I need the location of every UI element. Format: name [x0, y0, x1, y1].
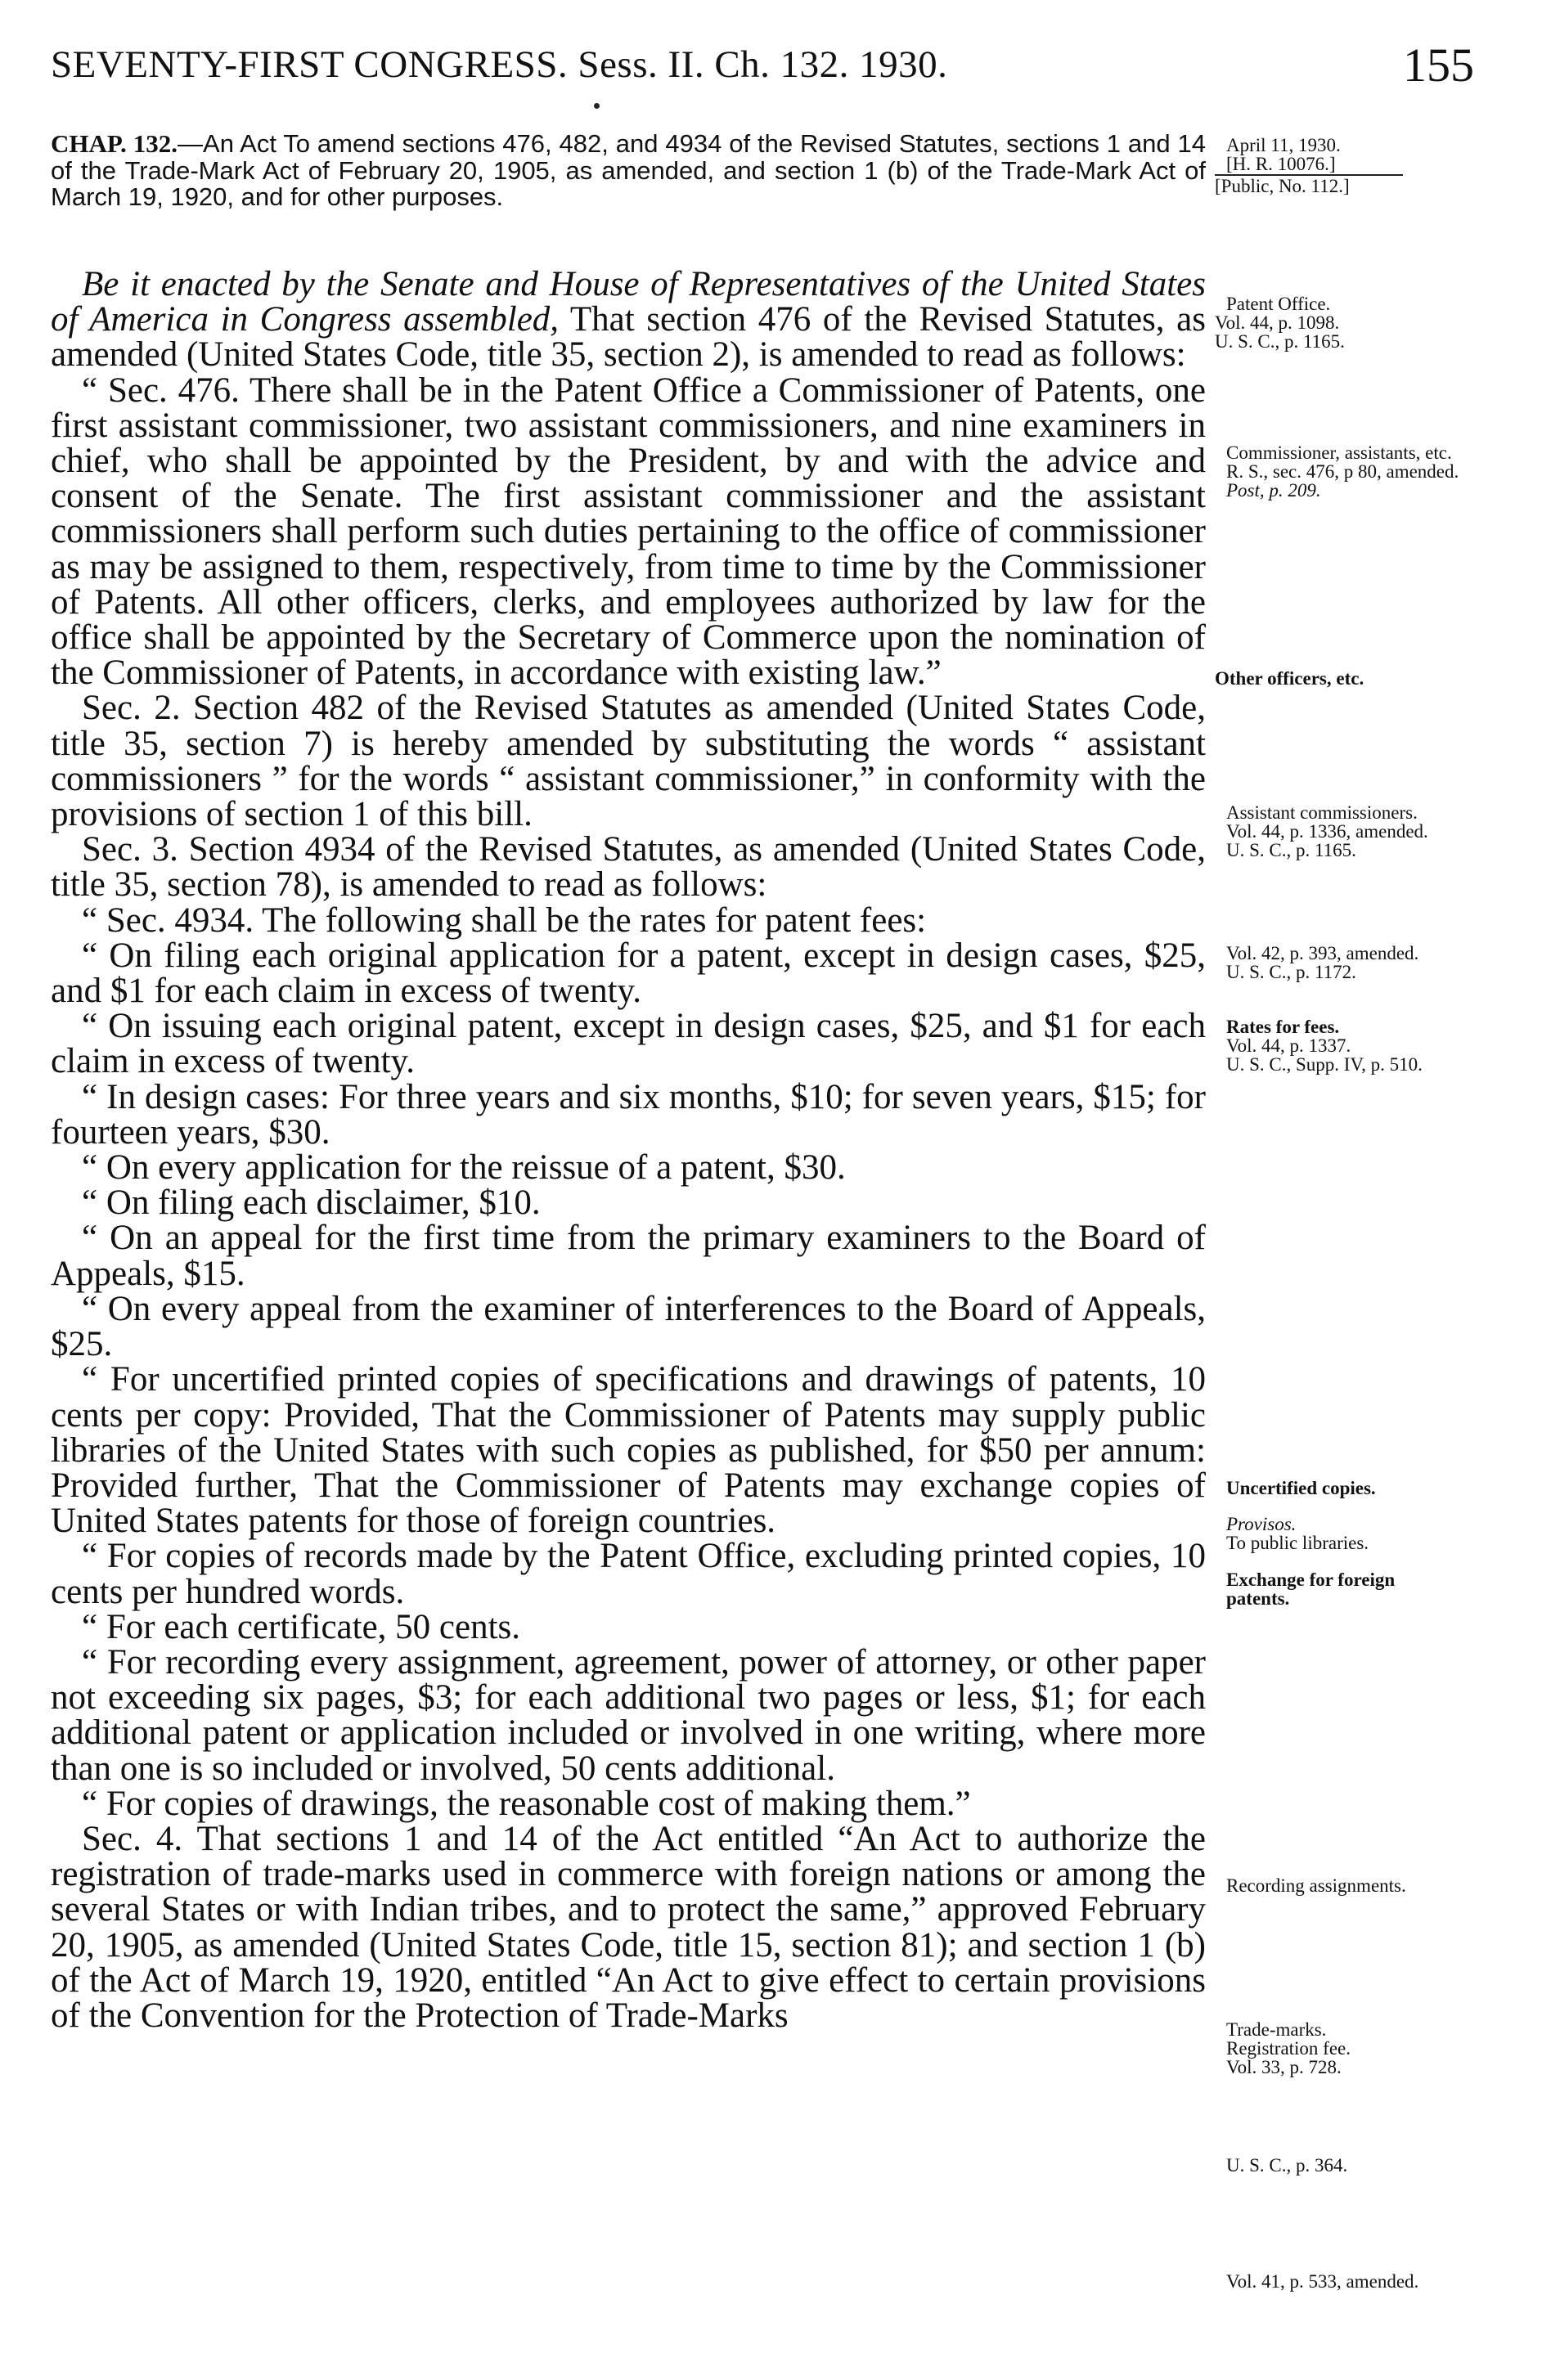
- note-line: [Public, No. 112.]: [1215, 176, 1350, 196]
- note-line: U. S. C., p. 1172.: [1226, 962, 1356, 982]
- note-line: Recording assignments.: [1226, 1875, 1406, 1896]
- paragraph: “ On filing each disclaimer, $10.: [82, 1183, 541, 1223]
- note-line: Registration fee.: [1226, 2038, 1351, 2059]
- margin-note-vol42: [1215, 944, 1460, 981]
- paragraph-enacting: [51, 267, 1206, 373]
- act-title-text: —An Act To amend sections 476, 482, and 4934 of the Revised Statutes, sections 1 and 14 of the Trade-Mark Act of February 20, 1905, as amended, and section 1 (b) of the Trade-Mark Act of March 19, 1920, and for other purposes.: [51, 129, 1206, 211]
- paragraph: Sec. 3. Section 4934 of the Revised Statutes, as amended (United States Code, title 35, section 78), is amended to read as follows:: [51, 830, 1206, 905]
- paragraph: “ On an appeal for the first time from the primary examiners to the Board of Appeals, $15.: [51, 1219, 1206, 1293]
- margin-note-provisos: [1215, 1515, 1460, 1552]
- note-line: To public libraries.: [1226, 1533, 1369, 1553]
- act-body: [51, 267, 1206, 2033]
- paragraph: “ On every appeal from the examiner of interferences to the Board of Appeals, $25.: [51, 1289, 1206, 1364]
- paragraph: “ For copies of records made by the Patent Office, excluding printed copies, 10 cents per hundred words.: [51, 1537, 1206, 1611]
- paragraph: “ Sec. 4934. The following shall be the rates for patent fees:: [82, 900, 927, 940]
- note-line: U. S. C., p. 364.: [1226, 2155, 1348, 2176]
- note-line: Rates for fees.: [1226, 1017, 1340, 1037]
- note-line: [H. R. 10076.]: [1226, 154, 1336, 174]
- paragraph: “ Sec. 476. There shall be in the Patent Office a Commissioner of Patents, one first assistant commissioner, two assistant commissioners, and nine examiners in chief, who shall be appointed by the President, by and with the advice and consent of the Senate. The first assistant commissioner and the assistant commissioners shall perform such duties pertaining to the office of commissioner as may be assigned to them, respectively, from time to time by the Commissioner of Patents. All other officers, clerks, and employees authorized by law for the office shall be appointed by the Secretary of Commerce upon the nomination of the Commissioner of Patents, in accordance with existing law.”: [51, 370, 1206, 693]
- margin-note-vol41: [1215, 2272, 1460, 2291]
- paragraph: “ For recording every assignment, agreement, power of attorney, or other paper not exceeding six pages, $3; for each additional two pages or less, $1; for each additional patent or application included or involved in one writing, where more than one is so included or involved, 50 cents additional.: [51, 1642, 1206, 1788]
- note-line: U. S. C., p. 1165.: [1226, 840, 1356, 860]
- note-line: U. S. C., Supp. IV, p. 510.: [1226, 1054, 1423, 1075]
- paragraph: “ In design cases: For three years and six months, $10; for seven years, $15; for fourteen years, $30.: [51, 1077, 1206, 1152]
- note-line: Vol. 44, p. 1098.: [1215, 312, 1340, 333]
- note-line: R. S., sec. 476, p 80, amended.: [1226, 461, 1459, 482]
- note-line: Post, p. 209.: [1226, 480, 1321, 501]
- running-head: [51, 38, 1474, 100]
- margin-note-exchange: [1215, 1570, 1460, 1608]
- note-line: Patent Office.: [1226, 294, 1331, 314]
- page-number: 155: [1403, 38, 1474, 92]
- margin-note-recording: [1215, 1876, 1460, 1895]
- note-line: Vol. 41, p. 533, amended.: [1226, 2271, 1419, 2292]
- margin-note-other-officers: [1215, 669, 1460, 688]
- note-line: Vol. 42, p. 393, amended.: [1226, 943, 1419, 963]
- printer-dot: [594, 103, 600, 109]
- paragraph-text: That section 476 of the Revised Statutes, as amended (United States Code, title 35, section 2), is amended to read as follows:: [51, 300, 1206, 375]
- paragraph: Sec. 4. That sections 1 and 14 of the Act entitled “An Act to authorize the registration of trade-marks used in commerce with foreign nations or among the several States or with Indian tribes, and to protect the same,” approved February 20, 1905, as amended (United States Code, title 15, section 81); and section 1 (b) of the Act of March 19, 1920, entitled “An Act to give effect to certain provisions of the Convention for the Protection of Trade-Marks: [51, 1819, 1206, 2035]
- paragraph: “ On filing each original application for a patent, except in design cases, $25, and $1 for each claim in excess of twenty.: [51, 936, 1206, 1011]
- margin-note-commissioner: [1215, 443, 1460, 500]
- note-line: Commissioner, assistants, etc.: [1226, 442, 1452, 463]
- act-title: [51, 131, 1206, 211]
- note-line: Vol. 33, p. 728.: [1226, 2057, 1342, 2077]
- margin-note-usc-364: [1215, 2156, 1460, 2175]
- paragraph: “ For each certificate, 50 cents.: [82, 1607, 521, 1646]
- note-line: Other officers, etc.: [1215, 668, 1364, 689]
- paragraph: “ For uncertified printed copies of specifications and drawings of patents, 10 cents per copy: Provided, That the Commissioner of Patents may supply public libraries of the United States with such copies as published, for $50 per annum: Provided further, That the Commissioner of Patents may exchange copies of United States patents for those of foreign countries.: [51, 1360, 1206, 1541]
- margin-note-assistant-commissioners: [1215, 803, 1460, 860]
- chapter-label: CHAP. 132.: [51, 129, 178, 158]
- note-line: April 11, 1930.: [1226, 135, 1341, 155]
- paragraph: Sec. 2. Section 482 of the Revised Statutes as amended (United States Code, title 35, section 7) is hereby amended by substituting the words “ assistant commissioners ” for the words “ assistant commissioner,” in conformity with the provisions of section 1 of this bill.: [51, 689, 1206, 834]
- margin-note-rates: [1215, 1017, 1460, 1074]
- note-line: Vol. 44, p. 1336, amended.: [1226, 821, 1428, 842]
- note-line: Trade-marks.: [1226, 2019, 1327, 2040]
- margin-note-uncertified: [1215, 1479, 1460, 1498]
- margin-note-bill: [1215, 136, 1460, 195]
- margin-note-patent-office: [1215, 294, 1460, 351]
- header-title: SEVENTY-FIRST CONGRESS. Sess. II. Ch. 132. 1930.: [51, 43, 948, 86]
- note-line: Provisos.: [1226, 1514, 1297, 1534]
- margin-note-trade-marks: [1215, 2020, 1460, 2077]
- paragraph: “ On issuing each original patent, except in design cases, $25, and $1 for each claim in excess of twenty.: [51, 1007, 1206, 1081]
- paragraph: “ On every application for the reissue of a patent, $30.: [82, 1148, 846, 1188]
- enacting-clause: Be it enacted by the Senate and House of Representatives of the United States of America in Congress assembled,: [51, 265, 1206, 339]
- note-line: Uncertified copies.: [1226, 1478, 1376, 1498]
- note-line: Exchange for foreign patents.: [1226, 1569, 1396, 1609]
- note-line: U. S. C., p. 1165.: [1215, 331, 1345, 352]
- note-line: Vol. 44, p. 1337.: [1226, 1035, 1351, 1056]
- note-line: Assistant commissioners.: [1226, 802, 1418, 823]
- paragraph: “ For copies of drawings, the reasonable cost of making them.”: [82, 1784, 971, 1823]
